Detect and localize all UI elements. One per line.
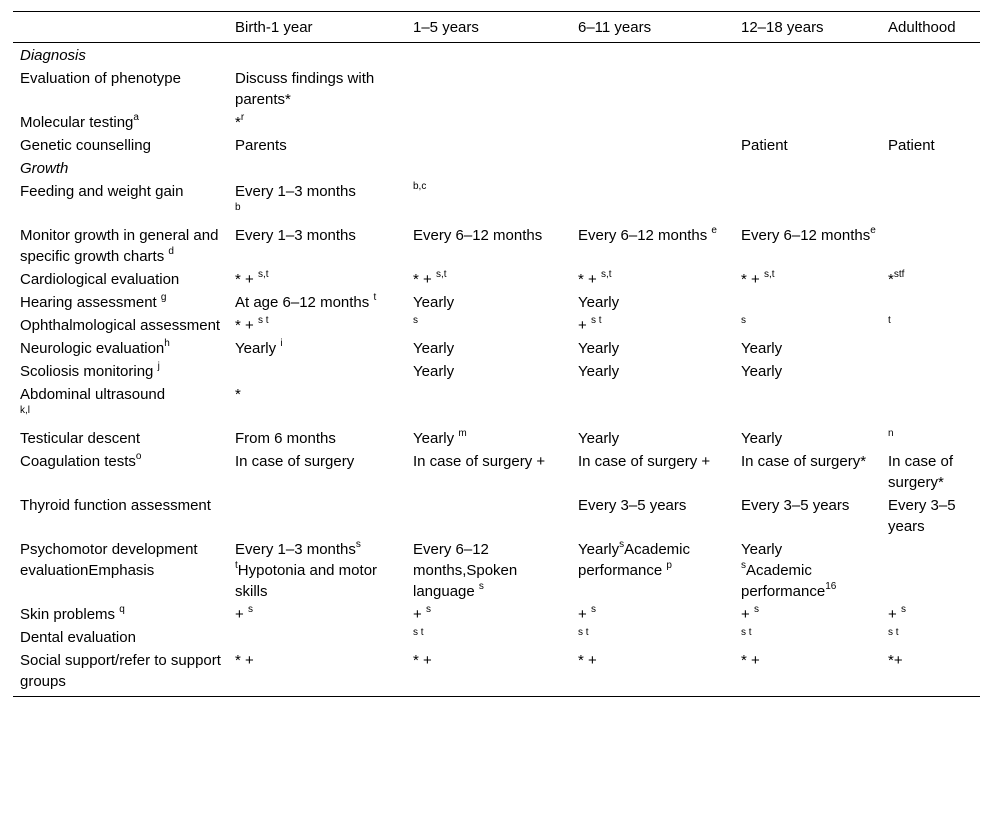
cell-12-18-years	[734, 451, 881, 495]
table-row	[13, 269, 980, 292]
cell-text: Yearly	[741, 430, 783, 447]
cell-text: Every 3–5 years	[741, 497, 850, 514]
cell-text: * +	[578, 652, 597, 669]
cell-6-11-years	[571, 361, 734, 384]
footnote-mark: b,c	[413, 181, 427, 192]
cell-text: Yearly	[741, 363, 783, 380]
footnote-mark: 16	[825, 581, 837, 592]
footnote-mark: j	[157, 361, 160, 372]
table-row	[13, 495, 980, 539]
cell-text: * +	[741, 652, 760, 669]
cell-text: Yearly	[578, 541, 620, 558]
cell-birth-1-year	[228, 135, 406, 158]
table-row	[13, 181, 980, 225]
cell-1-5-years	[406, 627, 571, 650]
cell-text: +	[235, 606, 248, 623]
cell-text: Scoliosis monitoring	[20, 363, 158, 380]
cell-text: * +	[413, 652, 432, 669]
cell-text: *	[235, 114, 241, 131]
footnote-mark: stf	[893, 269, 905, 280]
footnote-mark: s t	[741, 627, 752, 638]
footnote-mark: s	[900, 604, 906, 615]
cell-text: Every 1–3 months	[235, 183, 356, 200]
cell-text: Every 3–5 years	[888, 497, 956, 535]
cell-1-5-years	[406, 112, 571, 135]
cell-text: Molecular testing	[20, 114, 134, 131]
cell-birth-1-year	[228, 292, 406, 315]
cell-text: In case of surgery*	[888, 453, 954, 491]
header-row	[13, 12, 980, 43]
cell-12-18-years	[734, 112, 881, 135]
table-row	[13, 112, 980, 135]
cell-1-5-years	[406, 495, 571, 539]
cell-text: Yearly	[413, 363, 455, 380]
cell-text: In case of surgery +	[413, 453, 546, 470]
cell-text: Cardiological evaluation	[20, 271, 180, 288]
footnote-mark: s,t	[257, 269, 269, 280]
cell-row-label	[13, 650, 228, 697]
cell-text: Every 6–12 months	[413, 227, 543, 244]
cell-text: +	[578, 317, 591, 334]
footnote-mark: p	[666, 560, 672, 571]
footnote-mark: s	[741, 315, 746, 326]
footnote-mark: s,t	[600, 269, 612, 280]
cell-birth-1-year	[228, 539, 406, 604]
cell-text: From 6 months	[235, 430, 336, 447]
cell-birth-1-year	[228, 627, 406, 650]
cell-1-5-years	[406, 361, 571, 384]
cell-text: * +	[235, 271, 258, 288]
cell-12-18-years	[734, 225, 881, 269]
cell-birth-1-year	[228, 269, 406, 292]
table-row	[13, 604, 980, 627]
section-row	[13, 158, 980, 181]
cell-adulthood	[881, 269, 980, 292]
cell-text: Every 6–12 months,Spoken language	[413, 541, 518, 600]
cell-text: Yearly	[741, 340, 783, 357]
cell-text: In case of surgery	[235, 453, 355, 470]
cell-adulthood	[881, 495, 980, 539]
table-row	[13, 68, 980, 112]
cell-12-18-years	[734, 68, 881, 112]
cell-text: Neurologic evaluation	[20, 340, 165, 357]
cell-6-11-years	[571, 225, 734, 269]
footnote-mark: s t	[578, 627, 589, 638]
cell-text: Every 1–3 months	[235, 227, 356, 244]
cell-adulthood	[881, 292, 980, 315]
cell-birth-1-year	[228, 650, 406, 697]
footnote-mark: i	[280, 338, 283, 349]
cell-text: Abdominal ultrasound	[20, 386, 166, 403]
cell-text: * +	[235, 652, 254, 669]
table-row	[13, 627, 980, 650]
cell-12-18-years	[734, 361, 881, 384]
cell-text: In case of surgery +	[578, 453, 711, 470]
cell-adulthood	[881, 361, 980, 384]
cell-1-5-years	[406, 135, 571, 158]
footnote-mark: k,l	[20, 405, 30, 416]
footnote-mark: s t	[590, 315, 602, 326]
cell-6-11-years	[571, 68, 734, 112]
header-cell-12-18-years: 12–18 years	[734, 12, 881, 43]
cell-adulthood	[881, 338, 980, 361]
footnote-mark: e	[870, 225, 876, 236]
cell-birth-1-year	[228, 225, 406, 269]
footnote-mark: s t	[413, 627, 424, 638]
cell-adulthood	[881, 135, 980, 158]
section-heading: Diagnosis	[20, 47, 86, 64]
cell-text: +	[741, 606, 754, 623]
cell-row-label	[13, 225, 228, 269]
cell-birth-1-year	[228, 495, 406, 539]
table-row	[13, 384, 980, 428]
table-body	[13, 43, 980, 697]
footnote-mark: s	[619, 539, 625, 550]
cell-row-label	[13, 181, 228, 225]
cell-1-5-years	[406, 269, 571, 292]
cell-adulthood	[881, 384, 980, 428]
cell-text: Hypotonia and motor skills	[235, 562, 378, 600]
cell-row-label	[13, 68, 228, 112]
cell-text: Yearly	[741, 541, 783, 558]
cell-text: +	[578, 606, 591, 623]
table-row	[13, 292, 980, 315]
cell-12-18-years	[734, 269, 881, 292]
cell-birth-1-year	[228, 384, 406, 428]
cell-12-18-years	[734, 181, 881, 225]
cell-text: * +	[413, 271, 436, 288]
cell-12-18-years	[734, 495, 881, 539]
header-cell-adulthood: Adulthood	[881, 12, 980, 43]
cell-text: Every 6–12 months	[741, 227, 871, 244]
cell-text: *	[888, 271, 894, 288]
cell-birth-1-year	[228, 361, 406, 384]
cell-12-18-years	[734, 428, 881, 451]
cell-6-11-years	[571, 495, 734, 539]
cell-birth-1-year	[228, 315, 406, 338]
cell-row-label	[13, 315, 228, 338]
cell-text: Parents	[235, 137, 287, 154]
cell-12-18-years	[734, 627, 881, 650]
table-row	[13, 135, 980, 158]
cell-12-18-years	[734, 315, 881, 338]
footnote-mark: s,t	[763, 269, 775, 280]
cell-birth-1-year	[228, 451, 406, 495]
cell-birth-1-year	[228, 428, 406, 451]
cell-12-18-years	[734, 539, 881, 604]
footnote-mark: s	[413, 315, 418, 326]
follow-up-table	[13, 11, 980, 697]
cell-adulthood	[881, 627, 980, 650]
cell-1-5-years	[406, 292, 571, 315]
cell-text: Thyroid function assessment	[20, 497, 211, 514]
cell-text: In case of surgery*	[741, 453, 867, 470]
footnote-mark: s	[753, 604, 759, 615]
cell-row-label	[13, 338, 228, 361]
cell-birth-1-year	[228, 68, 406, 112]
footnote-mark: o	[135, 451, 142, 462]
cell-birth-1-year	[228, 338, 406, 361]
cell-text: Yearly	[578, 294, 620, 311]
cell-text: Yearly	[413, 340, 455, 357]
table-row	[13, 650, 980, 697]
cell-adulthood	[881, 315, 980, 338]
cell-row-label	[13, 112, 228, 135]
cell-text: Discuss findings with parents*	[235, 70, 375, 108]
section-row	[13, 43, 980, 69]
table-row	[13, 315, 980, 338]
cell-adulthood	[881, 181, 980, 225]
cell-6-11-years	[571, 384, 734, 428]
cell-1-5-years	[406, 604, 571, 627]
table-header	[13, 12, 980, 43]
cell-text: Yearly	[413, 294, 455, 311]
cell-adulthood	[881, 68, 980, 112]
cell-text: Ophthalmological assessment	[20, 317, 221, 334]
cell-text: At age 6–12 months	[235, 294, 374, 311]
cell-adulthood	[881, 225, 980, 269]
cell-1-5-years	[406, 384, 571, 428]
footnote-mark: s	[741, 560, 746, 571]
section-heading: Growth	[20, 160, 69, 177]
cell-text: Testicular descent	[20, 430, 141, 447]
footnote-mark: s t	[257, 315, 269, 326]
cell-6-11-years	[571, 604, 734, 627]
cell-text: Skin problems	[20, 606, 120, 623]
cell-birth-1-year	[228, 181, 406, 225]
cell-12-18-years	[734, 292, 881, 315]
cell-text: Yearly	[578, 363, 620, 380]
cell-6-11-years	[571, 539, 734, 604]
footnote-mark: b	[235, 202, 241, 213]
cell-birth-1-year	[228, 604, 406, 627]
cell-row-label	[13, 269, 228, 292]
cell-text: Social support/refer to support groups	[20, 652, 221, 690]
cell-text: *	[235, 386, 241, 403]
table-row	[13, 451, 980, 495]
cell-row-label	[13, 135, 228, 158]
cell-adulthood	[881, 604, 980, 627]
footnote-mark: g	[160, 292, 167, 303]
table-row	[13, 338, 980, 361]
table-row	[13, 225, 980, 269]
cell-1-5-years	[406, 315, 571, 338]
cell-adulthood	[881, 650, 980, 697]
cell-1-5-years	[406, 428, 571, 451]
cell-birth-1-year	[228, 112, 406, 135]
cell-row-label	[13, 428, 228, 451]
header-cell-birth-1-year: Birth-1 year	[228, 12, 406, 43]
cell-text: Psychomotor development evaluationEmphasis	[20, 541, 198, 579]
footnote-mark: s,t	[435, 269, 447, 280]
footnote-mark: h	[164, 338, 170, 349]
table-row	[13, 428, 980, 451]
footnote-mark: d	[168, 246, 174, 257]
cell-6-11-years	[571, 269, 734, 292]
cell-text: * +	[235, 317, 258, 334]
cell-6-11-years	[571, 112, 734, 135]
cell-text: +	[888, 606, 901, 623]
cell-text: Yearly	[578, 430, 620, 447]
cell-text: *+	[888, 652, 903, 669]
cell-text: Every 3–5 years	[578, 497, 687, 514]
cell-6-11-years	[571, 428, 734, 451]
cell-adulthood	[881, 112, 980, 135]
footnote-mark: t	[888, 315, 891, 326]
table-row	[13, 361, 980, 384]
footnote-mark: e	[711, 225, 717, 236]
cell-text: Dental evaluation	[20, 629, 136, 646]
cell-12-18-years	[734, 338, 881, 361]
cell-6-11-years	[571, 627, 734, 650]
cell-1-5-years	[406, 338, 571, 361]
footnote-mark: s	[478, 581, 484, 592]
cell-text: Every 6–12 months	[578, 227, 712, 244]
cell-row-label	[13, 495, 228, 539]
cell-text: +	[413, 606, 426, 623]
footnote-mark: t	[373, 292, 377, 303]
cell-text: Monitor growth in general and specific growth charts	[20, 227, 219, 265]
footnote-mark: t	[235, 560, 238, 571]
cell-row-label	[13, 627, 228, 650]
cell-text: * +	[741, 271, 764, 288]
cell-6-11-years	[571, 315, 734, 338]
cell-text: Every 1–3 months	[235, 541, 356, 558]
header-cell-1-5-years: 1–5 years	[406, 12, 571, 43]
footnote-mark: m	[458, 428, 467, 439]
cell-adulthood	[881, 451, 980, 495]
footnote-mark: s	[247, 604, 253, 615]
cell-row-label	[13, 604, 228, 627]
cell-text: Yearly	[413, 430, 459, 447]
footnote-mark: r	[240, 112, 245, 123]
cell-6-11-years	[571, 338, 734, 361]
cell-6-11-years	[571, 181, 734, 225]
cell-row-label	[13, 361, 228, 384]
cell-12-18-years	[734, 384, 881, 428]
cell-text: Hearing assessment	[20, 294, 161, 311]
header-cell-6-11-years: 6–11 years	[571, 12, 734, 43]
cell-text: Academic performance	[741, 562, 826, 600]
cell-12-18-years	[734, 604, 881, 627]
cell-1-5-years	[406, 68, 571, 112]
cell-text: Yearly	[235, 340, 281, 357]
cell-12-18-years	[734, 650, 881, 697]
cell-text: * +	[578, 271, 601, 288]
cell-adulthood	[881, 428, 980, 451]
cell-text: Feeding and weight gain	[20, 183, 184, 200]
footnote-mark: s	[355, 539, 361, 550]
cell-1-5-years	[406, 181, 571, 225]
cell-1-5-years	[406, 225, 571, 269]
cell-6-11-years	[571, 292, 734, 315]
cell-text: Coagulation tests	[20, 453, 136, 470]
cell-6-11-years	[571, 135, 734, 158]
cell-text: Genetic counselling	[20, 137, 151, 154]
cell-text: Evaluation of phenotype	[20, 70, 181, 87]
footnote-mark: n	[888, 428, 894, 439]
cell-1-5-years	[406, 650, 571, 697]
cell-adulthood	[881, 539, 980, 604]
cell-row-label	[13, 384, 228, 428]
cell-text: Patient	[888, 137, 935, 154]
cell-1-5-years	[406, 451, 571, 495]
cell-row-label	[13, 451, 228, 495]
footnote-mark: s	[590, 604, 596, 615]
table-row	[13, 539, 980, 604]
cell-6-11-years	[571, 650, 734, 697]
footnote-mark: s	[425, 604, 431, 615]
cell-12-18-years	[734, 135, 881, 158]
footnote-mark: q	[119, 604, 125, 615]
cell-6-11-years	[571, 451, 734, 495]
footnote-mark: a	[133, 112, 139, 123]
footnote-mark: s t	[888, 627, 899, 638]
cell-row-label	[13, 292, 228, 315]
cell-text: Patient	[741, 137, 788, 154]
cell-text: Academic performance	[578, 541, 690, 579]
cell-1-5-years	[406, 539, 571, 604]
cell-text: Yearly	[578, 340, 620, 357]
header-cell-label	[13, 12, 228, 43]
cell-row-label	[13, 539, 228, 604]
